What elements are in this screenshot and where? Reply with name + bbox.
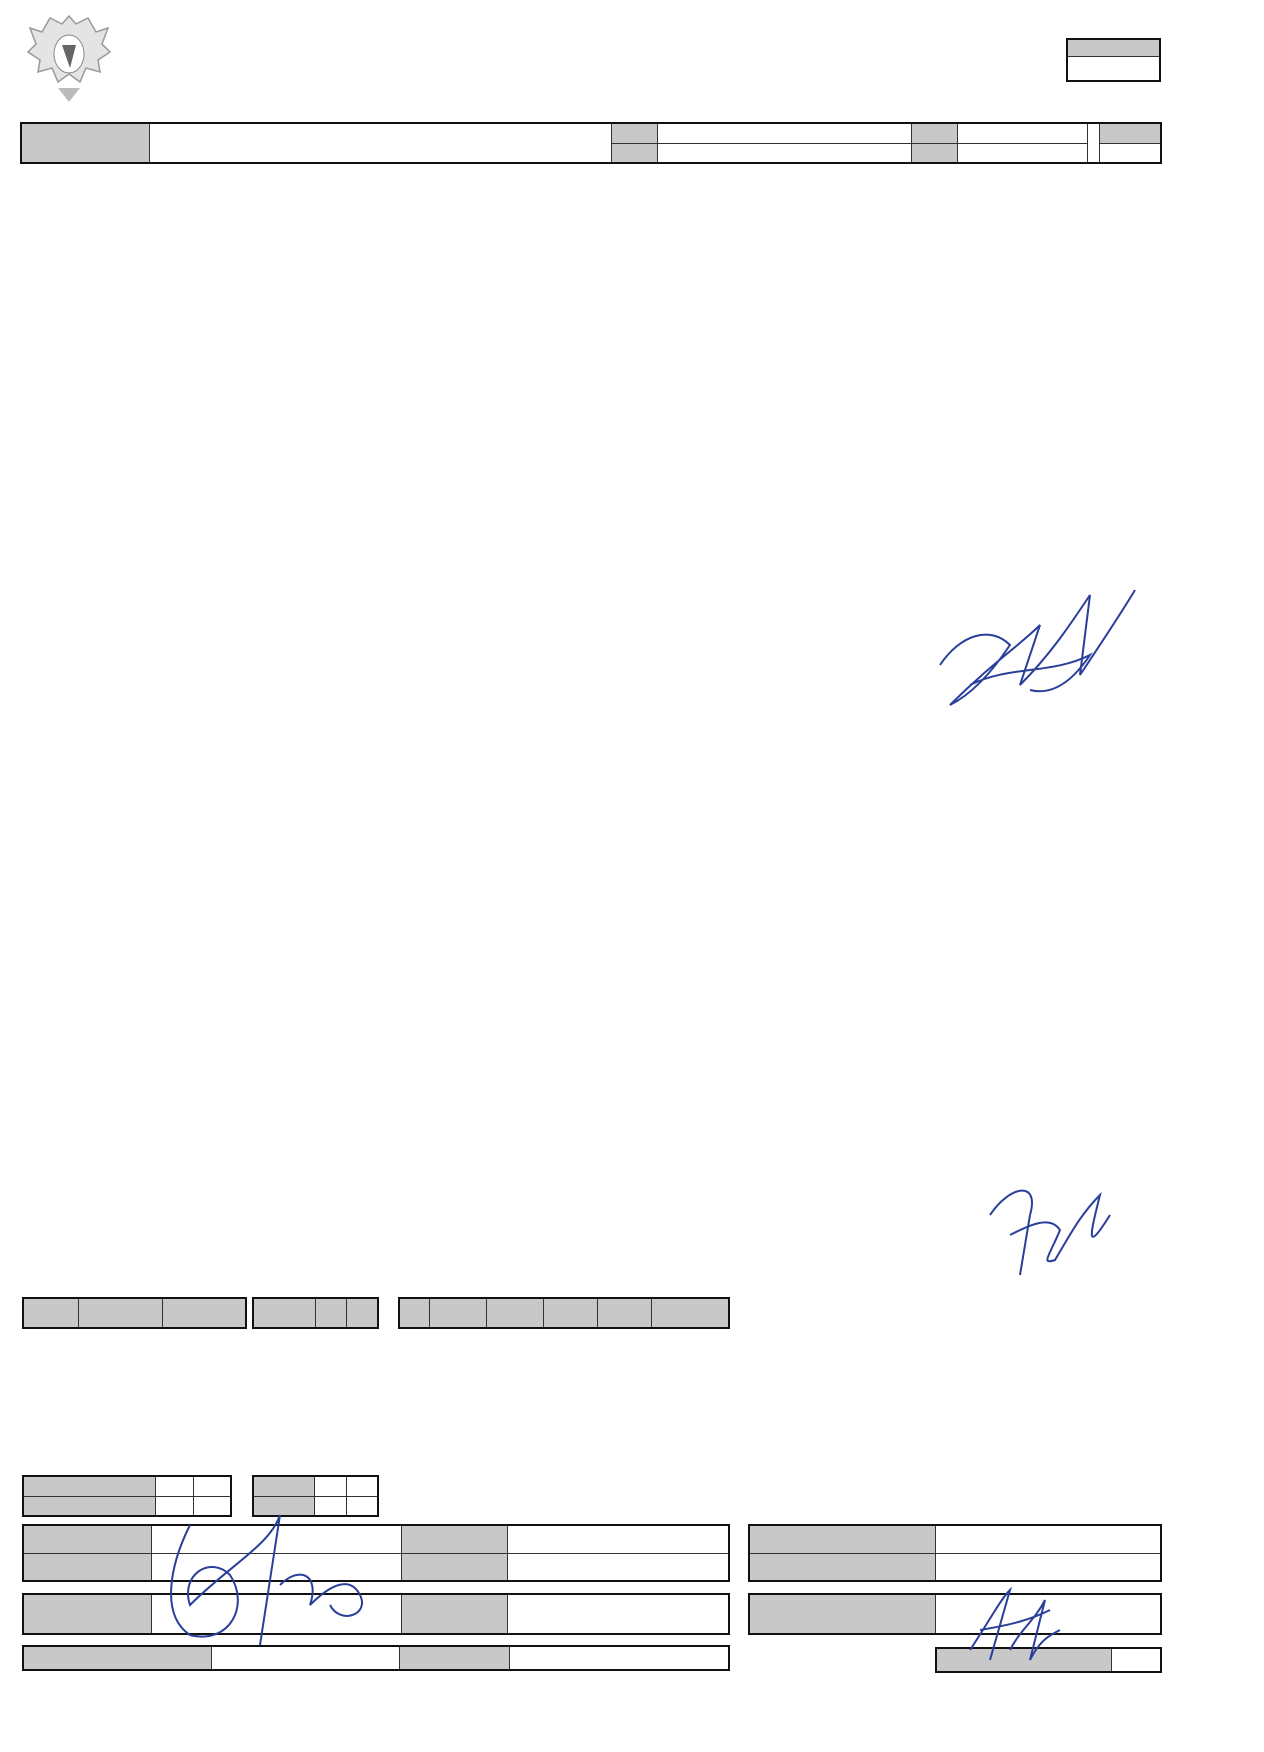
referees-table [22, 1524, 730, 1582]
time-value [957, 143, 1087, 163]
main-ref-label-2 [23, 1553, 151, 1581]
match-start-minute [193, 1476, 231, 1496]
pim-header [162, 1298, 246, 1328]
spectators-label [1099, 123, 1161, 143]
linesman-label-2 [401, 1553, 507, 1581]
main-ref-signature [151, 1594, 401, 1634]
time-label [911, 143, 957, 163]
date-label [911, 123, 957, 143]
gk-time-header [253, 1298, 315, 1328]
team-a-signature [930, 585, 1150, 715]
so-h-no [399, 1298, 429, 1328]
match-time-table [22, 1475, 232, 1517]
arena-label [611, 143, 657, 163]
main-ref-signature-label [23, 1594, 151, 1634]
info-bar [20, 122, 1162, 164]
match-number-label [1067, 39, 1160, 56]
match-end-label [23, 1496, 155, 1516]
match-end-hour [155, 1496, 193, 1516]
linesman-2 [507, 1553, 729, 1581]
match-start-hour [155, 1476, 193, 1496]
logo [22, 10, 117, 108]
match-end-minute [193, 1496, 231, 1516]
secretary-label [749, 1553, 935, 1581]
inspector-label [749, 1525, 935, 1553]
inspector-table [748, 1524, 1162, 1582]
remarks-value [1111, 1648, 1161, 1672]
gk-time-table [252, 1297, 379, 1329]
city-label [611, 123, 657, 143]
so-h-gb [597, 1298, 651, 1328]
main-ref-2 [151, 1553, 401, 1581]
periods-table [22, 1297, 247, 1329]
city-value [657, 123, 911, 143]
so-h-res [651, 1298, 729, 1328]
main-ref-signature-table [22, 1593, 730, 1635]
main-ref-signature-label-2 [401, 1594, 507, 1634]
competition-value [149, 123, 611, 163]
inspector-value [935, 1525, 1161, 1553]
so-h-pb [486, 1298, 543, 1328]
team-b-signature [970, 1175, 1130, 1290]
main-ref-label-1 [23, 1525, 151, 1553]
so-h-ga [543, 1298, 597, 1328]
timeout-a-label [253, 1476, 314, 1496]
competition-ref-label [23, 1646, 211, 1670]
competition-ref-signature-label [399, 1646, 509, 1670]
linesman-label-1 [401, 1525, 507, 1553]
arena-value [657, 143, 911, 163]
spectators-value [1099, 143, 1161, 163]
shootout-table [398, 1297, 730, 1329]
timeout-table [252, 1475, 379, 1517]
remarks-label [936, 1648, 1111, 1672]
so-h-pa [429, 1298, 486, 1328]
competition-label [21, 123, 149, 163]
goals-header [78, 1298, 162, 1328]
secretary-signature-label [749, 1594, 935, 1634]
main-ref-1 [151, 1525, 401, 1553]
secretary-value [935, 1553, 1161, 1581]
secretary-signature-table [748, 1593, 1162, 1635]
gk-b-header [346, 1298, 378, 1328]
match-number-box [1066, 38, 1161, 82]
match-number [1067, 56, 1160, 81]
date-value [957, 123, 1087, 143]
timeout-b-label [253, 1496, 314, 1516]
competition-ref-table [22, 1645, 730, 1671]
gk-a-header [315, 1298, 346, 1328]
match-start-label [23, 1476, 155, 1496]
remarks-table [935, 1647, 1162, 1673]
period-header [23, 1298, 78, 1328]
linesman-1 [507, 1525, 729, 1553]
